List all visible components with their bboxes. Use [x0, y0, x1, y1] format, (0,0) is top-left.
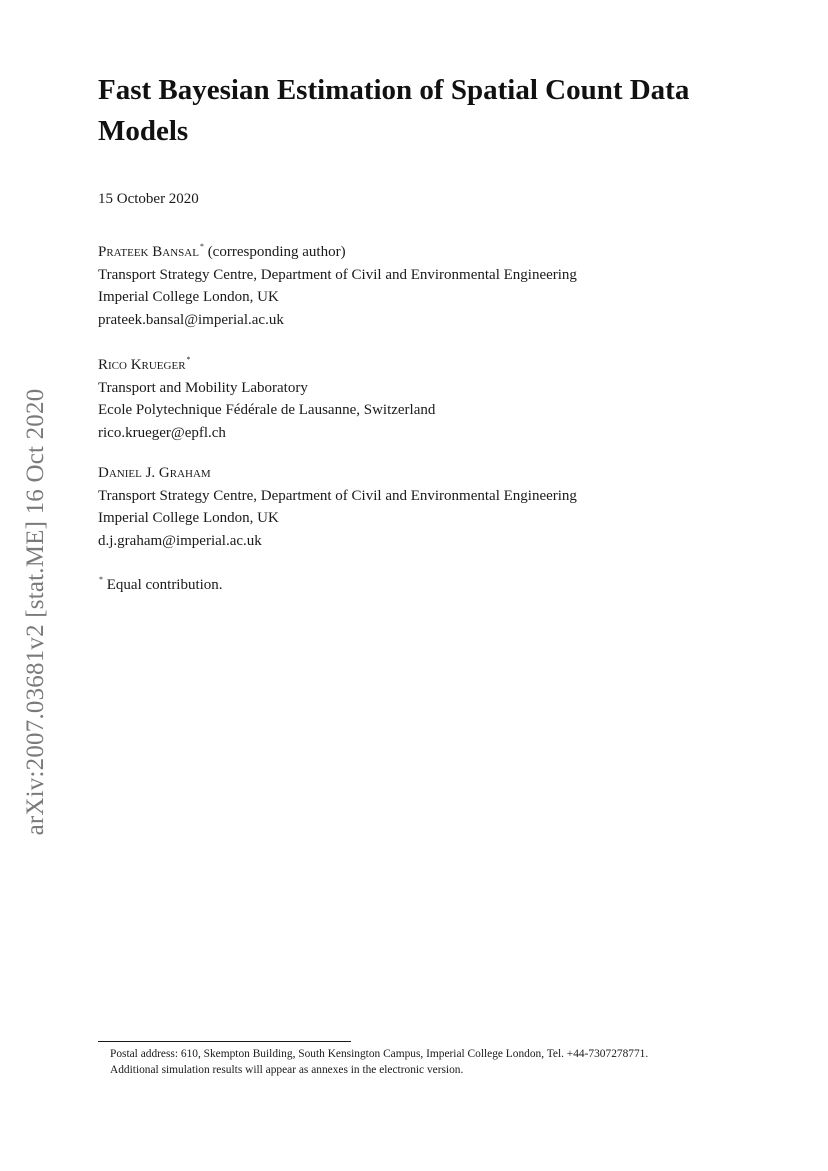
equal-contribution-text: Equal contribution. [106, 577, 223, 593]
author-affiliation: Transport Strategy Centre, Department of Civil and Environmental Engineering [98, 266, 577, 283]
author-name: Rico Krueger [98, 357, 186, 373]
author-affiliation: Transport and Mobility Laboratory [98, 379, 308, 396]
author-email: d.j.graham@imperial.ac.uk [98, 533, 262, 550]
paper-title: Fast Bayesian Estimation of Spatial Count Data Models [98, 74, 690, 147]
author-name-line [98, 236, 738, 264]
author-institution: Ecole Polytechnique Fédérale de Lausanne, Switzerland [98, 402, 436, 419]
author-affiliation: Transport Strategy Centre, Department of Civil and Environmental Engineering [98, 487, 577, 504]
author-email: prateek.bansal@imperial.ac.uk [98, 312, 284, 329]
footnote-annex-note: Additional simulation results will appear as annexes in the electronic version. [110, 1064, 464, 1076]
equal-contribution-note [98, 575, 223, 594]
author-institution: Imperial College London, UK [98, 289, 279, 306]
author-block-graham [98, 462, 738, 553]
footnote-divider [98, 1041, 351, 1042]
paper-date: 15 October 2020 [98, 191, 199, 207]
author-institution: Imperial College London, UK [98, 510, 279, 527]
equal-contribution-mark: * [99, 575, 103, 584]
footnote-postal-address: Postal address: 610, Skempton Building, South Kensington Campus, Imperial College London, Tel. +44-7307278771. [110, 1048, 649, 1060]
author-name: Daniel J. Graham [98, 465, 211, 481]
footnote-block [110, 1046, 750, 1078]
author-email: rico.krueger@epfl.ch [98, 425, 226, 442]
author-role: (corresponding author) [207, 244, 346, 260]
author-name: Prateek Bansal [98, 244, 199, 260]
arxiv-sidebar-stamp [16, 362, 56, 862]
equal-contribution-mark: * [199, 242, 204, 251]
author-block-krueger [98, 349, 738, 445]
author-block-bansal [98, 236, 738, 332]
author-name-line [98, 349, 738, 377]
arxiv-identifier: arXiv:2007.03681v2 [stat.ME] 16 Oct 2020 [22, 388, 49, 836]
equal-contribution-mark: * [186, 355, 191, 364]
author-name-line [98, 462, 738, 485]
